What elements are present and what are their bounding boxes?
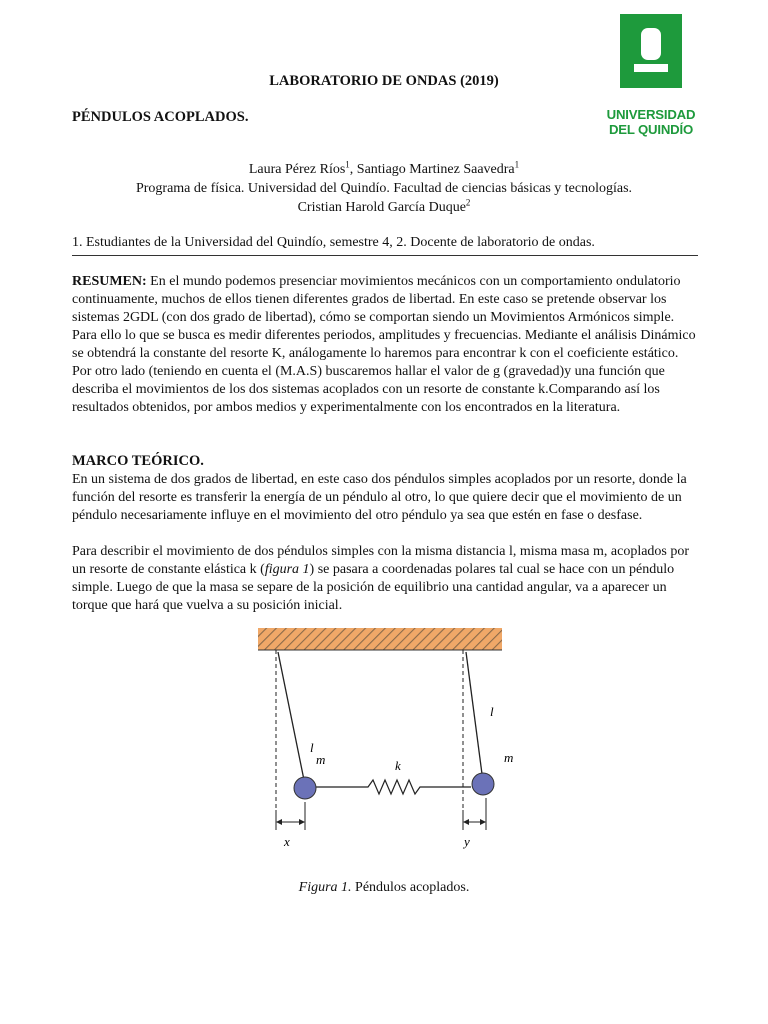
author-2: , Santiago Martinez Saavedra xyxy=(349,162,515,177)
logo-line-1: UNIVERSIDAD xyxy=(606,107,696,122)
teacher-line xyxy=(0,197,768,216)
author-2-sup: 1 xyxy=(514,159,520,170)
program-line: Programa de física. Universidad del Quindío. Facultad de ciencias básicas y tecnologías. xyxy=(135,181,633,196)
paper-subject: PÉNDULOS ACOPLADOS. xyxy=(72,109,249,125)
ceiling xyxy=(258,628,502,650)
theory-paragraph-2 xyxy=(72,543,700,615)
theory-paragraph-1: En un sistema de dos grados de libertad, en este caso dos péndulos simples acoplados por un resorte, donde la función del resorte es transferir la energía de un péndulo al otro, lo que quiere decir que el movimiento de un péndulo necesariamente influye en el movimiento del otro péndulo ya sea que estén en fase o desfase. xyxy=(72,472,687,523)
divider xyxy=(72,255,698,256)
abstract-text: En el mundo podemos presenciar movimientos mecánicos con un comportamiento ondulatorio continuamente, muchos de ellos tienen diferentes grados de libertad. En este caso se pretende observar los sistemas 2GDL (con dos grado de libertad), cómo se comportan siendo un Movimientos Armónicos simple. Para ello lo que se busca es medir diferentes periodos, amplitudes y frecuencias. Mediante el análisis Dinámico se obtendrá la constante del resorte K, análogamente lo haremos para encontrar k con el coeficiente estático. Por otro lado (teniendo en cuenta el (M.A.S) buscaremos hallar el valor de g (gravedad)y una función que describa el movimientos de los dos sistemas acoplados con un resorte de constante k.Comparando así los resultados obtenidos, por ambos medios y experimentalmente con los encontrados en la literatura. xyxy=(72,274,696,415)
figure-reference: figura 1 xyxy=(264,562,310,577)
affiliations: 1. Estudiantes de la Universidad del Quindío, semestre 4, 2. Docente de laboratorio de ondas. xyxy=(72,235,595,250)
theory-p2-b: ) se pasara a coordenadas polares tal cual se hace con un péndulo simple. Luego de que la masa se separe de la posición de equilibrio una cantidad angular, va a aparecer un torque que hará que vuelva a su posición inicial. xyxy=(72,562,675,613)
spring xyxy=(316,780,471,794)
label-k: k xyxy=(395,758,401,773)
author-1-sup: 1 xyxy=(345,159,350,170)
author-1: Laura Pérez Ríos xyxy=(248,162,346,177)
abstract xyxy=(72,273,700,417)
section-title: MARCO TEÓRICO. xyxy=(72,453,204,469)
label-m-right: m xyxy=(504,750,514,765)
figure-caption xyxy=(0,880,768,896)
lab-title: LABORATORIO DE ONDAS (2019) xyxy=(269,73,499,89)
author-3: Cristian Harold García Duque xyxy=(297,200,466,215)
coupled-pendulums-diagram xyxy=(252,622,512,862)
left-string xyxy=(278,652,304,780)
authors-line xyxy=(0,159,768,178)
author-3-sup: 2 xyxy=(465,197,471,208)
left-bob xyxy=(294,777,316,799)
label-m-left: m xyxy=(316,752,326,767)
abstract-label: RESUMEN: xyxy=(72,274,147,289)
logo-line-2: DEL QUINDÍO xyxy=(608,122,693,137)
label-l-left: l xyxy=(310,740,314,755)
caption-text: Péndulos acoplados. xyxy=(351,880,470,895)
right-string xyxy=(466,652,482,774)
caption-figure-number: Figura 1. xyxy=(298,880,352,895)
label-y: y xyxy=(464,834,470,849)
right-bob xyxy=(472,773,494,795)
coupled-pendulums-figure xyxy=(252,622,512,862)
label-l-right: l xyxy=(490,704,494,719)
label-x: x xyxy=(284,834,290,849)
theory-p2-a: Para describir el movimiento de dos péndulos simples con la misma distancia l, misma masa m, acoplados por un resorte de constante elástica k ( xyxy=(72,544,690,577)
